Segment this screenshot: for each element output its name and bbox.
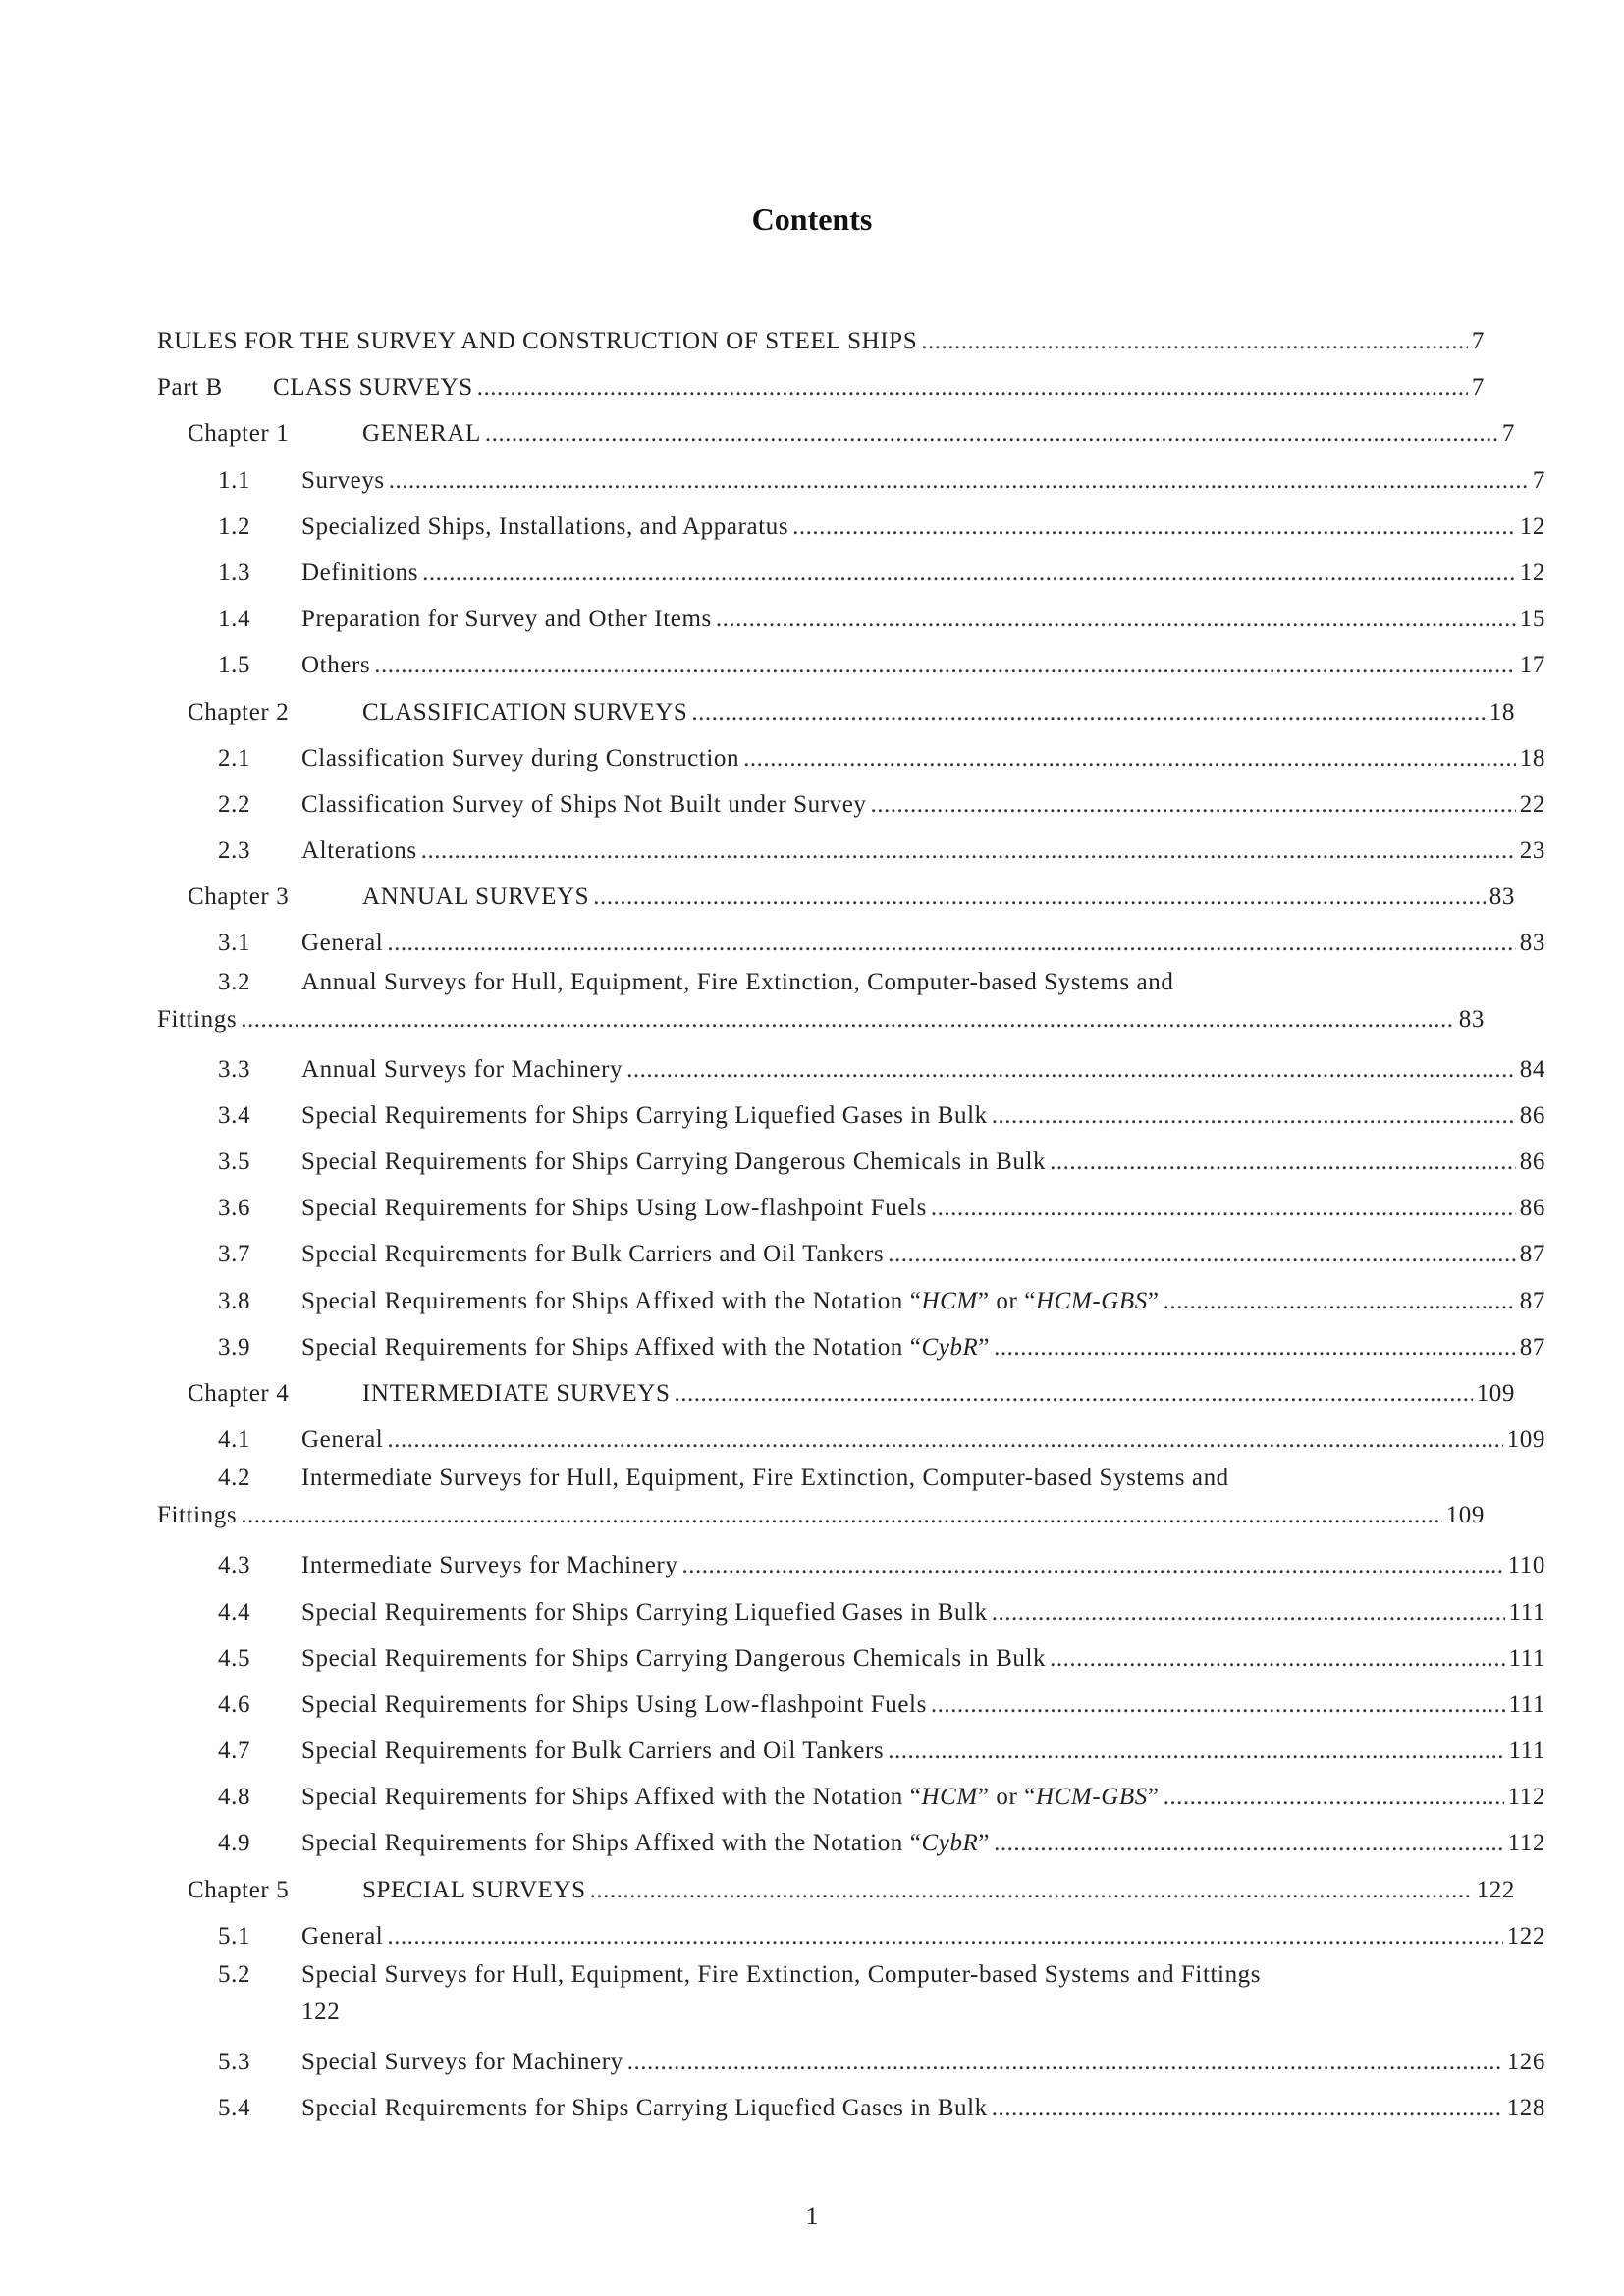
toc-entry-title: SPECIAL SURVEYS [362,1876,586,1903]
toc-entry-number: 2.3 [218,837,251,865]
toc-entry-page: 12 [1519,512,1545,540]
dot-leader [389,457,1529,504]
toc-entry-number: Chapter 5 [188,1876,290,1903]
toc-entry-title: GENERAL [362,420,481,448]
toc-entry[interactable] [157,1589,1545,1635]
toc-entry[interactable] [157,1913,1545,1959]
toc-entry-title: Special Surveys for Hull, Equipment, Fire Extinction, Computer-based Systems and Fittings [301,1961,1262,1988]
toc-entry-title: Alterations [301,837,417,865]
toc-entry-title-continued: Fittings [157,1005,238,1033]
toc-entry-title-continued: Fittings [157,1502,238,1529]
toc-entry-page: 22 [1519,790,1545,818]
toc-entry-page: 17 [1519,652,1545,679]
toc-entry-page: 122 [1506,1922,1545,1949]
toc-entry-number: 4.3 [218,1552,251,1579]
toc-entry-number: 5.4 [218,2095,251,2122]
toc-entry-title: Intermediate Surveys for Machinery [301,1552,678,1579]
toc-entry-number: 3.8 [218,1287,251,1314]
dot-leader [241,1496,1441,1535]
toc-entry[interactable] [157,967,1485,1046]
toc-entry-title: Special Requirements for Ships Affixed with the Notation “HCM” or “HCM-GBS” [301,1287,1160,1314]
toc-entry[interactable] [157,1185,1545,1231]
toc-entry-title: Surveys [301,466,385,494]
toc-entry-title: Preparation for Survey and Other Items [301,606,712,633]
toc-entry-number: 2.2 [218,790,251,818]
toc-entry[interactable] [157,318,1485,364]
page-title: Contents [751,201,873,237]
toc-entry-page: 111 [1508,1737,1545,1765]
toc-entry-page: 83 [1519,930,1545,957]
toc-entry-number: 4.8 [218,1784,251,1811]
toc-entry-page: 86 [1519,1195,1545,1222]
toc-entry[interactable] [157,1774,1545,1820]
dot-leader [994,1820,1504,1866]
dot-leader [374,642,1516,688]
toc-entry[interactable] [157,1231,1545,1277]
toc-entry-number: 1.1 [218,466,251,494]
dot-leader [387,1913,1502,1959]
toc-entry-page: 109 [1445,1502,1485,1529]
dot-leader [590,1867,1473,1913]
dot-leader [1164,1774,1504,1820]
toc-entry-title: Special Requirements for Ships Using Low-flashpoint Fuels [301,1690,927,1718]
dot-leader [1050,1635,1504,1682]
toc-entry-page: 111 [1508,1690,1545,1718]
dot-leader [422,550,1516,596]
toc-entry-page: 12 [1519,559,1545,586]
dot-leader [716,596,1516,642]
toc-entry-title: Special Requirements for Ships Affixed with the Notation “CybR” [301,1830,991,1857]
toc-entry-title: Special Requirements for Bulk Carriers and Oil Tankers [301,1737,885,1765]
toc-entry-title: Special Requirements for Ships Affixed with the Notation “HCM” or “HCM-GBS” [301,1784,1160,1811]
toc-entry[interactable] [157,781,1545,828]
dot-leader [994,1324,1516,1370]
dot-leader [992,1589,1505,1635]
toc-entry-page: 86 [1519,1148,1545,1175]
toc-entry-page: 112 [1507,1830,1545,1857]
toc-entry-number: 1.4 [218,606,251,633]
toc-entry-number: 5.2 [218,1961,251,1988]
toc-entry[interactable] [157,1093,1545,1139]
dot-leader [1050,1139,1516,1185]
toc-entry-number: 3.5 [218,1148,251,1175]
toc-entry[interactable] [157,1959,1485,2039]
toc-entry-page: 128 [1506,2095,1545,2122]
toc-entry-page: 87 [1519,1333,1545,1361]
toc-entry-title: Intermediate Surveys for Hull, Equipment, Fire Extinction, Computer-based Systems and [301,1465,1229,1492]
toc-entry-number: 4.6 [218,1690,251,1718]
dot-leader [681,1542,1503,1588]
toc-entry-number: 4.1 [218,1426,251,1454]
toc-entry-page: 122 [301,1999,341,2025]
toc-entry-number: 5.3 [218,2049,251,2075]
toc-entry[interactable] [157,2085,1545,2131]
toc-entry-title: General [301,1426,384,1454]
toc-entry[interactable] [157,828,1545,874]
toc-entry[interactable] [157,504,1545,550]
toc-entry[interactable] [157,1682,1545,1728]
toc-entry-number: 4.9 [218,1830,251,1857]
toc-entry-number: 5.1 [218,1922,251,1949]
toc-entry[interactable] [157,1278,1545,1324]
toc-entry-page: 84 [1519,1055,1545,1083]
toc-entry-title: Definitions [301,559,419,586]
toc-entry-page: 109 [1506,1426,1545,1454]
toc-entry-number: 1.5 [218,652,251,679]
toc-entry-page: 122 [1476,1876,1515,1903]
toc-entry-number: 3.6 [218,1195,251,1222]
toc-entry-title: Special Surveys for Machinery [301,2049,623,2075]
dot-leader [627,2039,1503,2085]
dot-leader [421,828,1516,874]
toc-entry-title: Special Requirements for Ships Carrying Liquefied Gases in Bulk [301,1101,988,1129]
toc-entry[interactable] [157,920,1545,966]
toc-entry[interactable] [157,1635,1545,1682]
toc-entry-number: Chapter 3 [188,883,290,911]
toc-entry[interactable] [157,1324,1545,1370]
toc-entry-page: 7 [1471,374,1485,401]
toc-entry-page: 23 [1519,837,1545,865]
dot-leader [674,1370,1472,1416]
toc-entry-title: Special Requirements for Ships Carrying Dangerous Chemicals in Bulk [301,1148,1047,1175]
toc-entry-title: Annual Surveys for Machinery [301,1055,623,1083]
toc-entry-title: Special Requirements for Ships Affixed with the Notation “CybR” [301,1333,991,1361]
dot-leader [626,1046,1516,1093]
toc-entry[interactable] [157,596,1545,642]
toc-entry-number: 3.9 [218,1333,251,1361]
toc-entry-page: 86 [1519,1101,1545,1129]
dot-leader [743,735,1516,781]
dot-leader [477,364,1468,410]
toc-entry-number: 2.1 [218,744,251,772]
toc-entry-title: Special Requirements for Ships Carrying Liquefied Gases in Bulk [301,1598,988,1626]
toc-entry[interactable] [157,1416,1545,1463]
toc-entry-number: Chapter 2 [188,698,290,725]
toc-entry-page: 7 [1532,466,1545,494]
toc-entry[interactable] [157,1867,1515,1913]
dot-leader [888,1728,1504,1774]
toc-entry-number: 4.5 [218,1644,251,1672]
dot-leader [871,781,1516,828]
dot-leader [1164,1278,1516,1324]
dot-leader [691,689,1485,735]
toc-entry-number: 4.7 [218,1737,251,1765]
toc-entry-page: 126 [1506,2049,1545,2075]
toc-entry-title: Special Requirements for Ships Carrying Dangerous Chemicals in Bulk [301,1644,1047,1672]
toc-entry-title: Special Requirements for Ships Carrying Liquefied Gases in Bulk [301,2095,988,2122]
toc-entry[interactable] [157,1046,1545,1093]
toc-entry[interactable] [157,410,1515,456]
dot-leader [931,1682,1505,1728]
toc-entry-title: Special Requirements for Bulk Carriers and Oil Tankers [301,1241,885,1268]
toc-entry-page: 7 [1501,420,1515,448]
toc-entry-page: 111 [1508,1598,1545,1626]
toc-entry[interactable] [157,550,1545,596]
dot-leader [931,1185,1516,1231]
toc-entry-title: RULES FOR THE SURVEY AND CONSTRUCTION OF STEEL SHIPS [157,328,918,354]
toc-entry[interactable] [157,735,1545,781]
toc-entry-number: Part B [157,374,223,401]
dot-leader [792,504,1516,550]
toc-entry-page: 18 [1489,698,1515,725]
toc-entry-title: ANNUAL SURVEYS [362,883,590,911]
toc-entry-title: Specialized Ships, Installations, and Apparatus [301,512,789,540]
toc-entry[interactable] [157,1728,1545,1774]
toc-entry-number: 3.1 [218,930,251,957]
table-of-contents [157,318,1545,2131]
toc-entry[interactable] [157,364,1485,410]
toc-entry[interactable] [157,642,1545,688]
dot-leader [387,1416,1502,1463]
toc-entry[interactable] [157,1820,1545,1866]
toc-entry-number: 4.4 [218,1598,251,1626]
toc-entry-number: 3.3 [218,1055,251,1083]
toc-entry-title: CLASSIFICATION SURVEYS [362,698,688,725]
toc-entry-title: General [301,1922,384,1949]
dot-leader [387,920,1515,966]
toc-entry[interactable] [157,457,1545,504]
toc-entry[interactable] [157,2039,1545,2085]
toc-entry-title: Classification Survey during Construction [301,744,740,772]
toc-entry-title: CLASS SURVEYS [273,374,473,401]
toc-entry[interactable] [157,874,1515,920]
dot-leader [485,410,1498,456]
dot-leader [888,1231,1516,1277]
toc-entry-page: 7 [1471,328,1485,354]
toc-entry[interactable] [157,689,1515,735]
toc-entry-title: General [301,930,384,957]
page-number: 1 [805,2202,819,2230]
toc-entry-number: 3.7 [218,1241,251,1268]
toc-entry[interactable] [157,1370,1515,1416]
toc-entry-number: 3.2 [218,968,251,995]
toc-entry-number: Chapter 1 [188,420,290,448]
toc-entry[interactable] [157,1542,1545,1588]
toc-entry[interactable] [157,1139,1545,1185]
toc-entry-page: 112 [1507,1784,1545,1811]
toc-entry-title: Annual Surveys for Hull, Equipment, Fire Extinction, Computer-based Systems and [301,968,1174,995]
toc-entry-title: Classification Survey of Ships Not Built under Survey [301,790,867,818]
toc-entry-number: 1.3 [218,559,251,586]
toc-entry[interactable] [157,1463,1485,1542]
dot-leader [241,1000,1455,1040]
toc-entry-title: Others [301,652,371,679]
toc-entry-page: 18 [1519,744,1545,772]
dot-leader [992,1093,1516,1139]
toc-entry-page: 83 [1489,883,1515,911]
toc-entry-page: 15 [1519,606,1545,633]
toc-entry-number: Chapter 4 [188,1379,290,1407]
toc-entry-page: 87 [1519,1287,1545,1314]
dot-leader [921,318,1468,364]
toc-entry-page: 110 [1507,1552,1545,1579]
toc-entry-page: 83 [1458,1005,1485,1033]
toc-entry-page: 111 [1508,1644,1545,1672]
toc-entry-title: INTERMEDIATE SURVEYS [362,1379,671,1407]
toc-entry-page: 109 [1476,1379,1515,1407]
toc-entry-title: Special Requirements for Ships Using Low-flashpoint Fuels [301,1195,927,1222]
toc-entry-page: 87 [1519,1241,1545,1268]
toc-entry-number: 1.2 [218,512,251,540]
dot-leader [992,2085,1503,2131]
toc-entry-number: 4.2 [218,1465,251,1492]
dot-leader [593,874,1486,920]
toc-entry-number: 3.4 [218,1101,251,1129]
